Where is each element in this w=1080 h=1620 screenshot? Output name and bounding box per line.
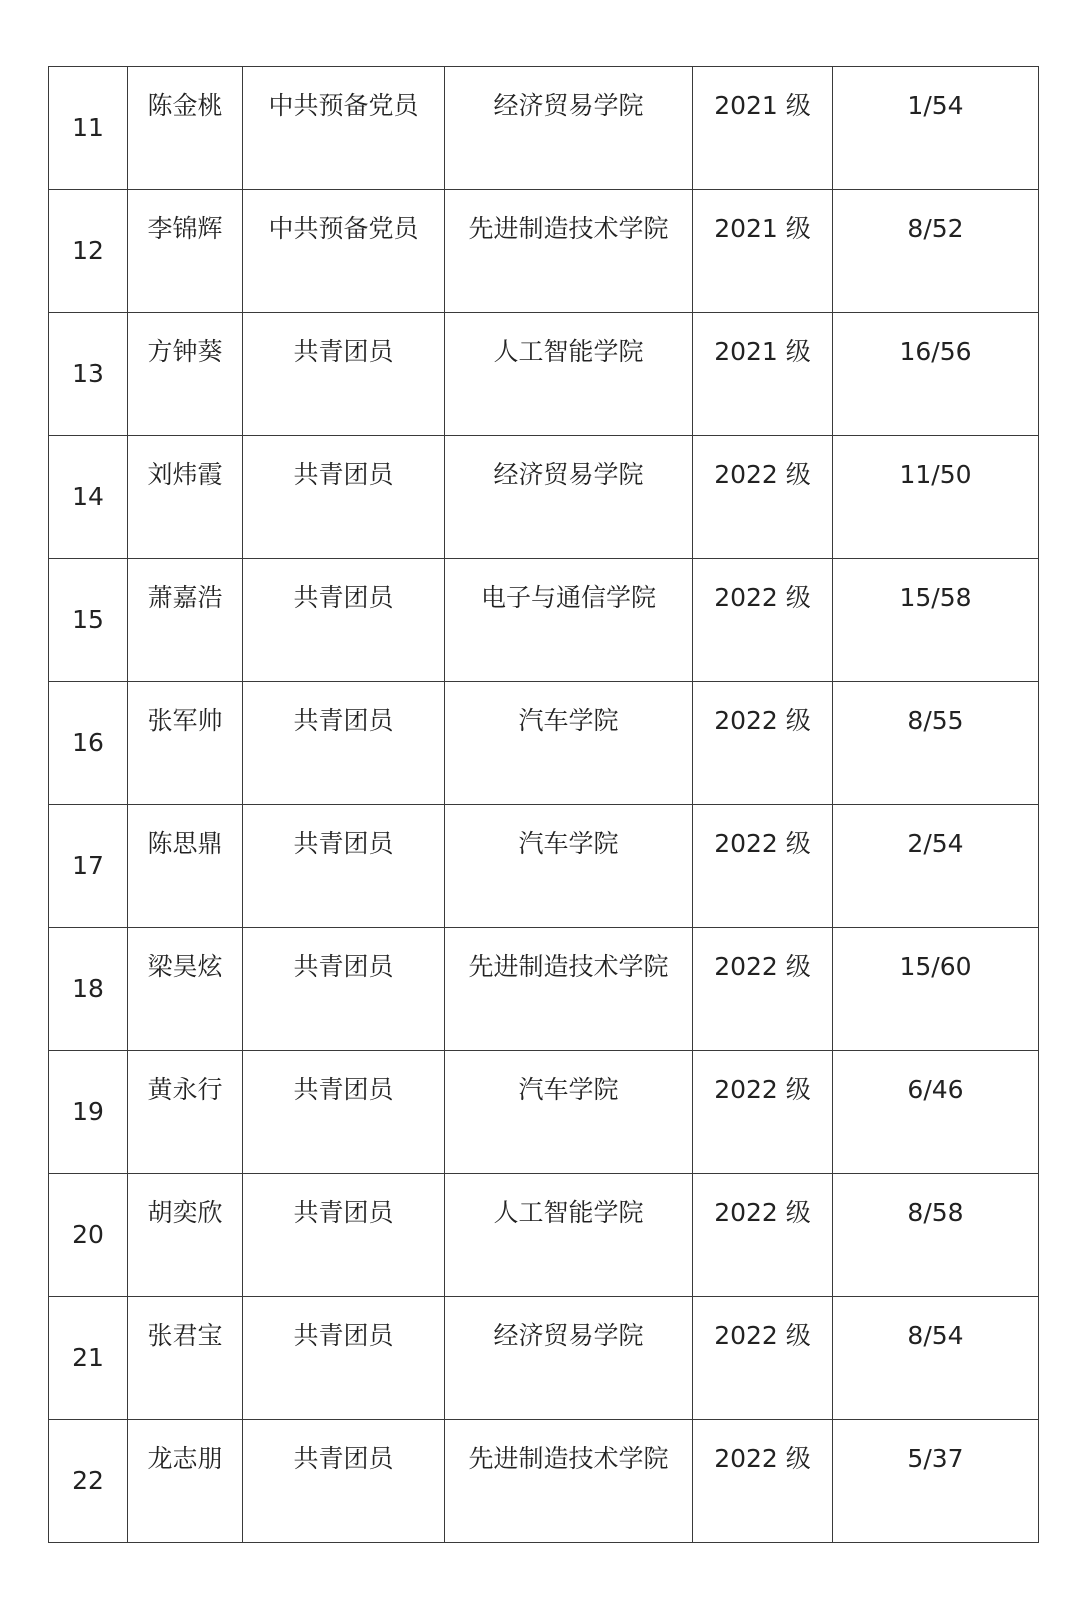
grade-cell-text: 2022 级 bbox=[714, 460, 811, 489]
student-name-cell bbox=[128, 682, 243, 805]
student-name-cell-text: 梁昊炫 bbox=[147, 952, 223, 981]
grade-cell-text: 2022 级 bbox=[714, 1198, 811, 1227]
grade-cell bbox=[693, 928, 833, 1051]
row-index-cell bbox=[49, 1297, 128, 1420]
political-status-cell-text: 共青团员 bbox=[293, 1321, 394, 1350]
student-name-cell-text: 胡奕欣 bbox=[147, 1198, 223, 1227]
row-index-cell-text: 15 bbox=[72, 605, 104, 634]
political-status-cell bbox=[243, 682, 445, 805]
student-name-cell-text: 张君宝 bbox=[147, 1321, 223, 1350]
college-cell-text: 汽车学院 bbox=[518, 706, 619, 735]
row-index-cell bbox=[49, 928, 128, 1051]
college-cell bbox=[445, 1297, 693, 1420]
row-index-cell-text: 14 bbox=[72, 482, 104, 511]
row-index-cell-text: 11 bbox=[72, 113, 104, 142]
table-row bbox=[49, 928, 1039, 1051]
rank-cell bbox=[833, 928, 1039, 1051]
college-cell-text: 先进制造技术学院 bbox=[468, 952, 669, 981]
grade-cell bbox=[693, 805, 833, 928]
political-status-cell bbox=[243, 1297, 445, 1420]
political-status-cell bbox=[243, 1420, 445, 1543]
grade-cell-text: 2022 级 bbox=[714, 952, 811, 981]
political-status-cell bbox=[243, 559, 445, 682]
college-cell bbox=[445, 436, 693, 559]
student-name-cell bbox=[128, 559, 243, 682]
row-index-cell-text: 20 bbox=[72, 1220, 104, 1249]
political-status-cell bbox=[243, 313, 445, 436]
college-cell bbox=[445, 190, 693, 313]
row-index-cell bbox=[49, 1051, 128, 1174]
rank-cell-text: 8/52 bbox=[907, 214, 964, 243]
grade-cell-text: 2021 级 bbox=[714, 337, 811, 366]
table-row bbox=[49, 1297, 1039, 1420]
college-cell bbox=[445, 559, 693, 682]
political-status-cell-text: 共青团员 bbox=[293, 829, 394, 858]
student-name-cell-text: 陈金桃 bbox=[147, 91, 223, 120]
grade-cell-text: 2022 级 bbox=[714, 829, 811, 858]
student-name-cell bbox=[128, 436, 243, 559]
student-name-cell-text: 方钟葵 bbox=[147, 337, 223, 366]
table-row bbox=[49, 682, 1039, 805]
rank-cell-text: 15/60 bbox=[899, 952, 972, 981]
political-status-cell bbox=[243, 1174, 445, 1297]
rank-cell-text: 5/37 bbox=[907, 1444, 964, 1473]
grade-cell-text: 2021 级 bbox=[714, 91, 811, 120]
college-cell-text: 经济贸易学院 bbox=[493, 460, 644, 489]
student-name-cell-text: 张军帅 bbox=[147, 706, 223, 735]
college-cell-text: 人工智能学院 bbox=[493, 1198, 644, 1227]
student-name-cell bbox=[128, 67, 243, 190]
row-index-cell bbox=[49, 436, 128, 559]
student-name-cell bbox=[128, 190, 243, 313]
table-row bbox=[49, 559, 1039, 682]
college-cell-text: 汽车学院 bbox=[518, 1075, 619, 1104]
row-index-cell-text: 16 bbox=[72, 728, 104, 757]
student-name-cell bbox=[128, 928, 243, 1051]
table-row bbox=[49, 190, 1039, 313]
grade-cell-text: 2022 级 bbox=[714, 1321, 811, 1350]
row-index-cell bbox=[49, 559, 128, 682]
grade-cell-text: 2022 级 bbox=[714, 583, 811, 612]
college-cell bbox=[445, 313, 693, 436]
political-status-cell-text: 共青团员 bbox=[293, 1075, 394, 1104]
political-status-cell-text: 共青团员 bbox=[293, 583, 394, 612]
student-name-cell bbox=[128, 1174, 243, 1297]
college-cell bbox=[445, 928, 693, 1051]
college-cell-text: 先进制造技术学院 bbox=[468, 1444, 669, 1473]
table-row bbox=[49, 1051, 1039, 1174]
political-status-cell-text: 中共预备党员 bbox=[268, 91, 419, 120]
rank-cell bbox=[833, 313, 1039, 436]
row-index-cell bbox=[49, 190, 128, 313]
table-row bbox=[49, 67, 1039, 190]
row-index-cell bbox=[49, 1420, 128, 1543]
student-name-cell-text: 李锦辉 bbox=[147, 214, 223, 243]
rank-cell bbox=[833, 190, 1039, 313]
grade-cell bbox=[693, 1420, 833, 1543]
rank-cell-text: 1/54 bbox=[907, 91, 964, 120]
rank-cell bbox=[833, 682, 1039, 805]
political-status-cell-text: 共青团员 bbox=[293, 1198, 394, 1227]
rank-cell-text: 2/54 bbox=[907, 829, 964, 858]
grade-cell bbox=[693, 1297, 833, 1420]
grade-cell bbox=[693, 682, 833, 805]
college-cell-text: 人工智能学院 bbox=[493, 337, 644, 366]
row-index-cell bbox=[49, 67, 128, 190]
political-status-cell bbox=[243, 190, 445, 313]
student-table bbox=[48, 66, 1039, 1543]
college-cell bbox=[445, 805, 693, 928]
political-status-cell bbox=[243, 1051, 445, 1174]
row-index-cell-text: 12 bbox=[72, 236, 104, 265]
political-status-cell-text: 共青团员 bbox=[293, 1444, 394, 1473]
grade-cell bbox=[693, 1174, 833, 1297]
table-row bbox=[49, 436, 1039, 559]
rank-cell bbox=[833, 805, 1039, 928]
rank-cell-text: 6/46 bbox=[907, 1075, 964, 1104]
rank-cell bbox=[833, 1051, 1039, 1174]
grade-cell-text: 2022 级 bbox=[714, 1444, 811, 1473]
political-status-cell bbox=[243, 436, 445, 559]
college-cell bbox=[445, 67, 693, 190]
row-index-cell bbox=[49, 1174, 128, 1297]
table-row bbox=[49, 1420, 1039, 1543]
political-status-cell-text: 共青团员 bbox=[293, 460, 394, 489]
rank-cell bbox=[833, 1174, 1039, 1297]
college-cell-text: 先进制造技术学院 bbox=[468, 214, 669, 243]
rank-cell bbox=[833, 1297, 1039, 1420]
grade-cell bbox=[693, 1051, 833, 1174]
rank-cell bbox=[833, 1420, 1039, 1543]
rank-cell-text: 15/58 bbox=[899, 583, 972, 612]
grade-cell-text: 2022 级 bbox=[714, 706, 811, 735]
student-name-cell-text: 萧嘉浩 bbox=[147, 583, 223, 612]
row-index-cell bbox=[49, 805, 128, 928]
political-status-cell-text: 共青团员 bbox=[293, 952, 394, 981]
political-status-cell-text: 中共预备党员 bbox=[268, 214, 419, 243]
grade-cell bbox=[693, 313, 833, 436]
grade-cell bbox=[693, 190, 833, 313]
student-name-cell-text: 黄永行 bbox=[147, 1075, 223, 1104]
rank-cell bbox=[833, 67, 1039, 190]
political-status-cell bbox=[243, 67, 445, 190]
student-table-body bbox=[49, 67, 1039, 1543]
college-cell-text: 电子与通信学院 bbox=[480, 583, 656, 612]
grade-cell bbox=[693, 67, 833, 190]
rank-cell-text: 8/58 bbox=[907, 1198, 964, 1227]
college-cell bbox=[445, 682, 693, 805]
rank-cell-text: 11/50 bbox=[899, 460, 972, 489]
college-cell-text: 经济贸易学院 bbox=[493, 1321, 644, 1350]
rank-cell bbox=[833, 559, 1039, 682]
row-index-cell bbox=[49, 313, 128, 436]
college-cell bbox=[445, 1051, 693, 1174]
rank-cell bbox=[833, 436, 1039, 559]
political-status-cell bbox=[243, 805, 445, 928]
student-name-cell bbox=[128, 1420, 243, 1543]
political-status-cell bbox=[243, 928, 445, 1051]
student-name-cell bbox=[128, 805, 243, 928]
college-cell-text: 经济贸易学院 bbox=[493, 91, 644, 120]
student-name-cell bbox=[128, 1051, 243, 1174]
political-status-cell-text: 共青团员 bbox=[293, 337, 394, 366]
row-index-cell-text: 21 bbox=[72, 1343, 104, 1372]
student-name-cell bbox=[128, 313, 243, 436]
row-index-cell-text: 19 bbox=[72, 1097, 104, 1126]
row-index-cell bbox=[49, 682, 128, 805]
rank-cell-text: 8/55 bbox=[907, 706, 964, 735]
row-index-cell-text: 22 bbox=[72, 1466, 104, 1495]
rank-cell-text: 16/56 bbox=[899, 337, 972, 366]
college-cell bbox=[445, 1420, 693, 1543]
grade-cell-text: 2021 级 bbox=[714, 214, 811, 243]
student-name-cell-text: 龙志朋 bbox=[147, 1444, 223, 1473]
row-index-cell-text: 18 bbox=[72, 974, 104, 1003]
rank-cell-text: 8/54 bbox=[907, 1321, 964, 1350]
table-row bbox=[49, 313, 1039, 436]
grade-cell bbox=[693, 436, 833, 559]
grade-cell bbox=[693, 559, 833, 682]
student-name-cell-text: 刘炜霞 bbox=[147, 460, 223, 489]
student-name-cell-text: 陈思鼎 bbox=[147, 829, 223, 858]
college-cell-text: 汽车学院 bbox=[518, 829, 619, 858]
table-row bbox=[49, 805, 1039, 928]
row-index-cell-text: 13 bbox=[72, 359, 104, 388]
political-status-cell-text: 共青团员 bbox=[293, 706, 394, 735]
student-name-cell bbox=[128, 1297, 243, 1420]
grade-cell-text: 2022 级 bbox=[714, 1075, 811, 1104]
row-index-cell-text: 17 bbox=[72, 851, 104, 880]
college-cell bbox=[445, 1174, 693, 1297]
table-row bbox=[49, 1174, 1039, 1297]
